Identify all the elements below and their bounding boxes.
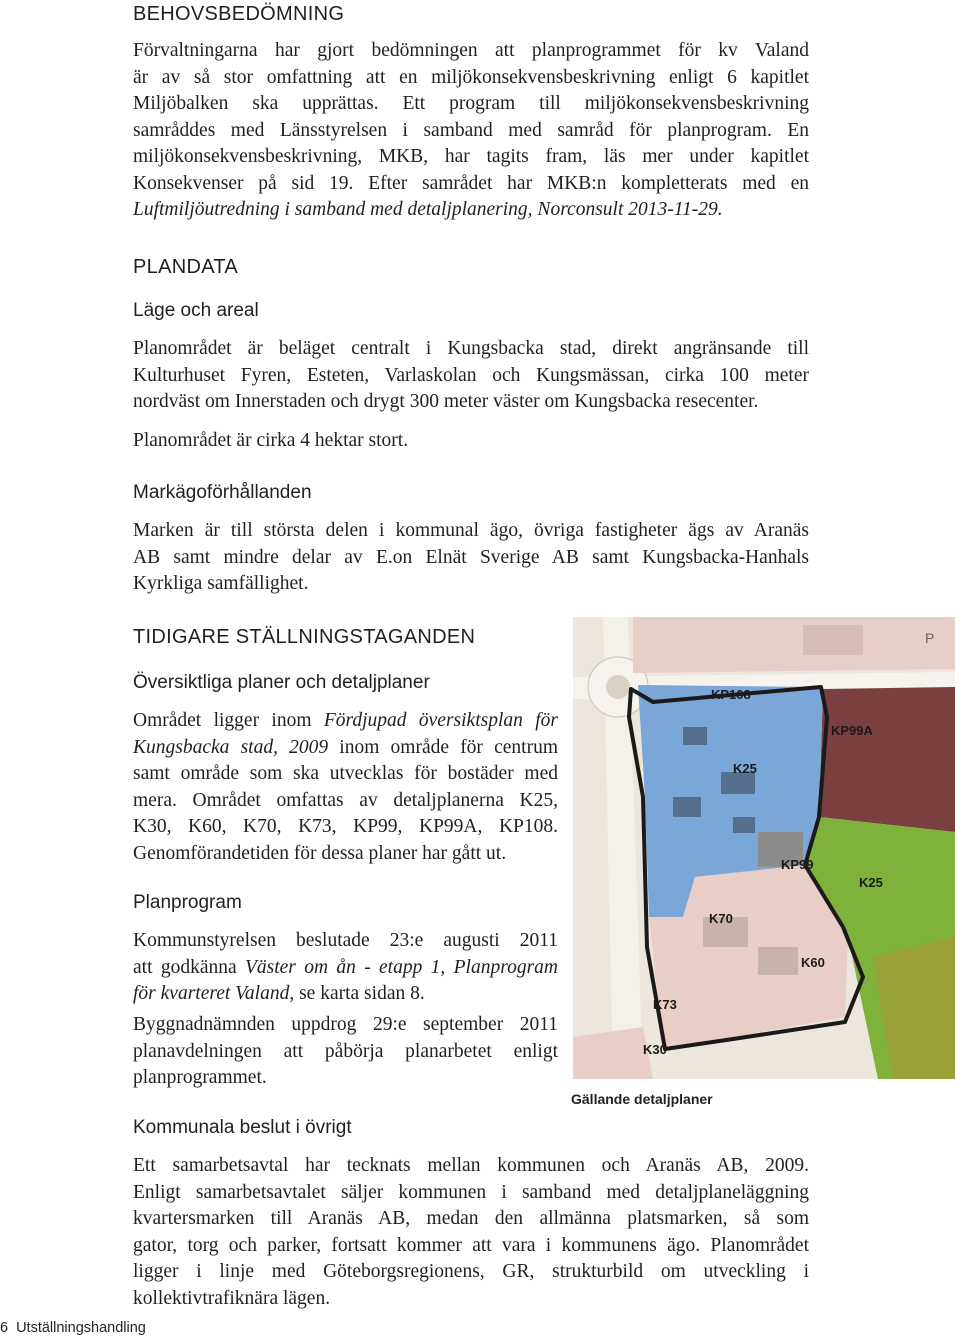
text-line: Planområdet är cirka 4 hektar stort. — [133, 430, 409, 451]
kommunala-paragraph — [133, 1153, 809, 1312]
map-drawing — [573, 617, 955, 1079]
text-line: AB samt mindre delar av E.on Elnät Sverige AB samt Kungsbacka-Hanhals — [133, 546, 809, 568]
text-segment: att godkänna — [133, 956, 245, 978]
lage-paragraph — [133, 336, 809, 416]
planprogram-paragraph — [133, 928, 558, 1008]
subheading-kommunala-beslut: Kommunala beslut i övrigt — [133, 1117, 352, 1138]
text-line: Konsekvenser på sid 19. Efter samrådet har MKB:n kompletterats med en — [133, 172, 809, 194]
footer-section-label: Utställningshandling — [16, 1320, 146, 1336]
text-segment: inom område för centrum — [328, 736, 558, 758]
roundabout-center — [606, 675, 630, 699]
text-line: gator, torg och parker, fortsatt kommer att vara i kommunens ägo. Planområdet — [133, 1234, 809, 1256]
text-segment: Området ligger inom — [133, 710, 324, 731]
text-line: miljökonsekvensbeskrivning, MKB, har tagits fram, läs mer under kapitlet — [133, 146, 809, 167]
subheading-oversiktliga-planer: Översiktliga planer och detaljplaner — [133, 672, 430, 693]
text-line: K30, K60, K70, K73, KP99, KP99A, KP108. — [133, 816, 558, 837]
map-caption: Gällande detaljplaner — [571, 1091, 713, 1107]
text-line: nordväst om Innerstaden och drygt 300 meter väster om Kungsbacka resecenter. — [133, 391, 759, 412]
section-heading-behovsbedomning: BEHOVSBEDÖMNING — [133, 3, 345, 25]
zone-top — [633, 617, 955, 673]
text-line: Enligt samarbetsavtalet säljer kommunen i samband med detaljplaneläggning — [133, 1181, 809, 1203]
text-line: Byggnadnämnden uppdrog 29:e september 2011 — [133, 1014, 558, 1035]
text-segment: , se karta sidan 8. — [289, 983, 425, 1004]
text-line: planavdelningen att påbörja planarbetet enligt — [133, 1040, 558, 1062]
section-heading-tidigare: TIDIGARE STÄLLNINGSTAGANDEN — [133, 626, 476, 648]
plan-label: KP108 — [711, 687, 751, 702]
building — [673, 797, 701, 817]
text-line: samt område som ska utvecklas för bostäder med — [133, 763, 558, 784]
plan-label: KP99 — [781, 857, 814, 872]
plan-label: K70 — [709, 911, 733, 926]
text-line — [133, 735, 558, 762]
italic-text: för kvarteret Valand — [133, 983, 290, 1004]
italic-text: Väster om ån - etapp 1, Planprogram — [244, 956, 558, 978]
zone-brown — [819, 687, 955, 832]
detail-plan-map — [573, 617, 955, 1079]
oversikt-paragraph — [133, 708, 558, 867]
subheading-lage: Läge och areal — [133, 300, 259, 321]
plan-label: KP99A — [831, 723, 873, 738]
text-line — [133, 955, 558, 982]
text-line: Kyrkliga samfällighet. — [133, 573, 309, 594]
section-heading-plandata: PLANDATA — [133, 256, 239, 278]
plan-label: K60 — [801, 955, 825, 970]
text-line: mera. Området omfattas av detaljplanerna K25, — [133, 789, 558, 811]
text-line: kvartersmarken till Aranäs AB, medan den allmänna platsmarken, så som — [133, 1208, 809, 1229]
text-line: Kulturhuset Fyren, Esteten, Varlaskolan och Kungsmässan, cirka 100 meter — [133, 364, 809, 386]
text-line: Ett samarbetsavtal har tecknats mellan kommunen och Aranäs AB, 2009. — [133, 1155, 809, 1176]
plan-label: K25 — [733, 761, 757, 776]
building — [758, 947, 798, 975]
text-line: är av så stor omfattning att en miljökonsekvensbeskrivning enligt 6 kapitlet — [133, 66, 809, 88]
map-corner-label: P — [925, 630, 935, 646]
text-line: Miljöbalken ska upprättas. Ett program till miljökonsekvensbeskrivning — [133, 93, 809, 114]
text-line: Genomförandetiden för dessa planer har gått ut. — [133, 842, 507, 864]
behovsbedomning-paragraph — [133, 38, 809, 224]
building — [733, 817, 755, 833]
mark-paragraph — [133, 518, 809, 598]
area-size-text — [133, 428, 809, 455]
italic-text: Luftmiljöutredning i samband med detaljplanering, Norconsult 2013-11-29. — [133, 199, 723, 220]
building — [803, 625, 863, 655]
page-footer — [0, 1320, 146, 1336]
text-line: Kommunstyrelsen beslutade 23:e augusti 2011 — [133, 930, 558, 951]
text-line-italic — [133, 197, 809, 224]
text-line: kollektivtrafiknära lägen. — [133, 1287, 331, 1309]
subheading-planprogram: Planprogram — [133, 892, 242, 913]
text-line: Planområdet är beläget centralt i Kungsbacka stad, direkt angränsande till — [133, 338, 809, 359]
plan-label: K25 — [859, 875, 883, 890]
building — [683, 727, 707, 745]
page-number: 6 — [0, 1320, 9, 1336]
planprogram-paragraph-2 — [133, 1012, 558, 1092]
text-line — [133, 981, 558, 1008]
text-line: Förvaltningarna har gjort bedömningen att planprogrammet för kv Valand — [133, 40, 809, 61]
text-line — [133, 708, 558, 735]
subheading-markagoforhallanden: Markägoförhållanden — [133, 482, 312, 503]
plan-label: K30 — [643, 1042, 667, 1057]
text-line: planprogrammet. — [133, 1067, 267, 1088]
text-line: Marken är till största delen i kommunal ägo, övriga fastigheter ägs av Aranäs — [133, 520, 809, 541]
italic-text: Kungsbacka stad, 2009 — [133, 736, 329, 758]
plan-label: K73 — [653, 997, 677, 1012]
text-line: samråddes med Länsstyrelsen i samband med samråd för planprogram. En — [133, 119, 809, 141]
italic-text: Fördjupad översiktsplan för — [323, 710, 559, 731]
text-line: ligger i linje med Göteborgsregionens, GR, strukturbild om utveckling i — [133, 1261, 809, 1282]
